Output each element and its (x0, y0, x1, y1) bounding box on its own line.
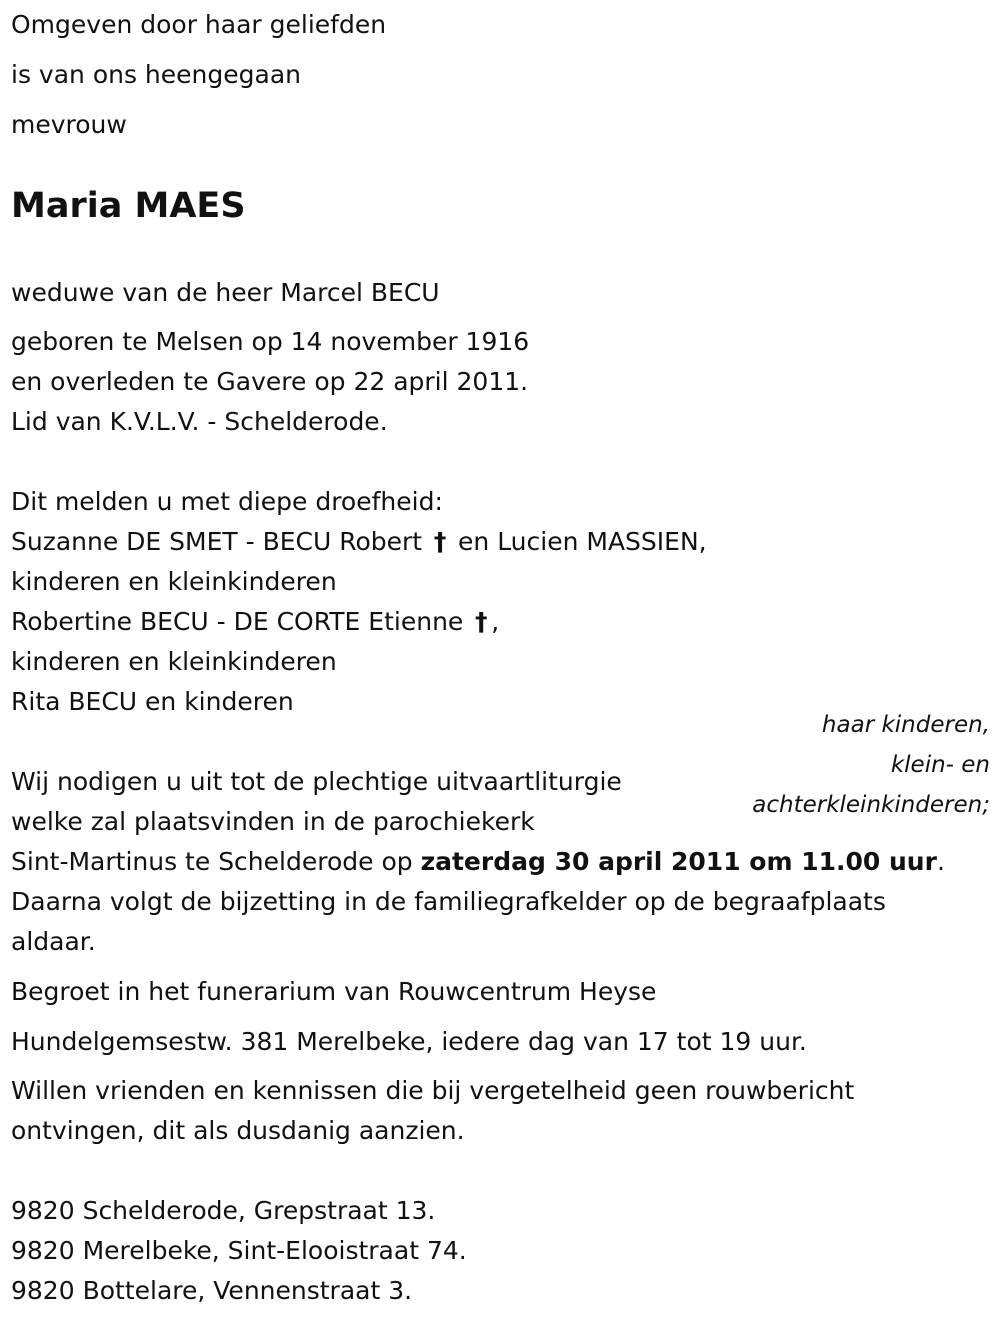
notice-line-1: Willen vrienden en kennissen die bij vergetelheid geen rouwbericht (11, 1076, 855, 1105)
signature-line-3: achterkleinkinderen; (752, 792, 990, 818)
funeral-location: Sint-Martinus te Schelderode op (11, 847, 421, 876)
visitation-line-2: Hundelgemsestw. 381 Merelbeke, iedere dag van 17 tot 19 uur. (11, 1027, 807, 1056)
visitation-line-1: Begroet in het funerarium van Rouwcentrum Heyse (11, 977, 657, 1006)
intro-line-3: mevrouw (11, 110, 127, 139)
address-2: 9820 Merelbeke, Sint-Elooistraat 74. (11, 1236, 467, 1265)
funeral-line-2: welke zal plaatsvinden in de parochiekerk (11, 807, 535, 836)
intro-line-2: is van ons heengegaan (11, 60, 301, 89)
funeral-line-5: aldaar. (11, 927, 96, 956)
family-2-name: Robertine BECU - DE CORTE Etienne (11, 607, 464, 636)
funeral-line-3 (11, 847, 945, 877)
family-2-description: kinderen en kleinkinderen (11, 647, 337, 676)
address-1: 9820 Schelderode, Grepstraat 13. (11, 1196, 436, 1225)
deceased-name: Maria MAES (11, 186, 246, 226)
family-1-name: Suzanne DE SMET - BECU Robert (11, 527, 423, 556)
address-3: 9820 Bottelare, Vennenstraat 3. (11, 1276, 413, 1305)
family-line-3: Rita BECU en kinderen (11, 687, 294, 716)
announcers-intro: Dit melden u met diepe droefheid: (11, 487, 443, 516)
family-2-comma: , (491, 607, 500, 636)
funeral-period: . (936, 847, 945, 876)
widow-line: weduwe van de heer Marcel BECU (11, 278, 440, 307)
family-1-description: kinderen en kleinkinderen (11, 567, 337, 596)
death-line: en overleden te Gavere op 22 april 2011. (11, 367, 529, 396)
signature-line-2: klein- en (890, 752, 990, 778)
funeral-line-1: Wij nodigen u uit tot de plechtige uitvaartliturgie (11, 767, 622, 796)
signature-line-1: haar kinderen, (821, 712, 990, 738)
membership-line: Lid van K.V.L.V. - Schelderode. (11, 407, 388, 436)
family-line-1 (11, 527, 707, 557)
cross-icon: † (475, 607, 488, 636)
funeral-line-4: Daarna volgt de bijzetting in de familiegrafkelder op de begraafplaats (11, 887, 886, 916)
family-1-partner: en Lucien MASSIEN, (458, 527, 707, 556)
cross-icon: † (433, 527, 447, 556)
notice-line-2: ontvingen, dit als dusdanig aanzien. (11, 1116, 465, 1145)
family-line-2 (11, 607, 499, 637)
funeral-date-time: zaterdag 30 april 2011 om 11.00 uur (420, 847, 937, 876)
birth-line: geboren te Melsen op 14 november 1916 (11, 327, 530, 356)
intro-line-1: Omgeven door haar geliefden (11, 10, 387, 39)
